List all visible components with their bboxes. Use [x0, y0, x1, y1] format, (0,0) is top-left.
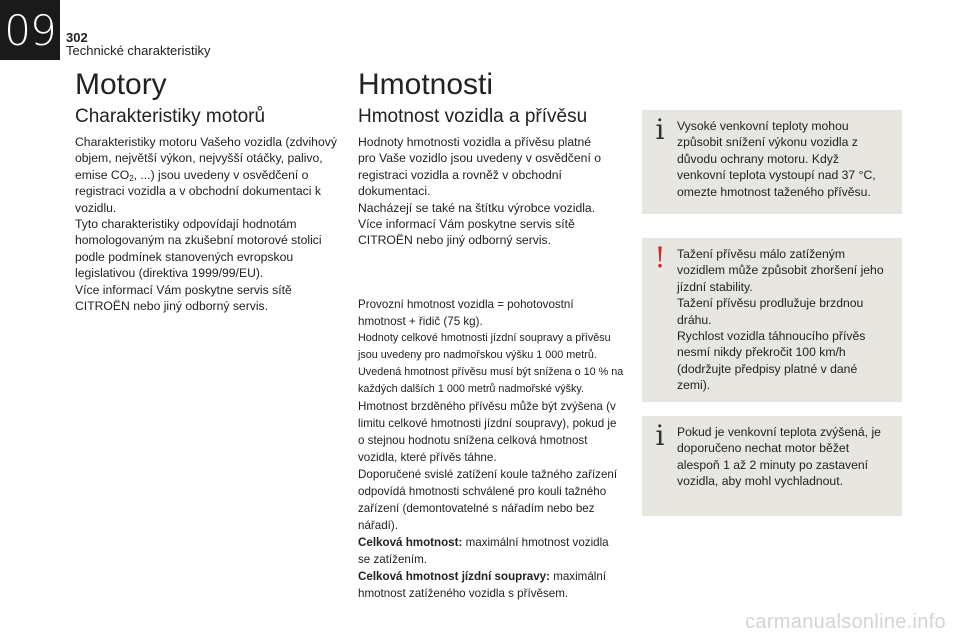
info-note-cooling-text: Pokud je venkovní teplota zvýšená, je doporučeno nechat motor běžet alespoň 1 až 2 minuty po zastavení vozidla, aby mohl vychladnout. [677, 425, 881, 489]
weights-para-3: Více informací Vám poskytne servis sítě CITROËN nebo jiný odborný servis. [358, 217, 575, 248]
engines-para-2: Tyto charakteristiky odpovídají hodnotám homologovaným na zkušební motorové stolici podle podmínek stanovených evropskou legislativou (direktiva 1999/99/EU). [75, 217, 322, 281]
watermark: carmanualsonline.info [745, 611, 946, 633]
definition-train-weight: Celková hmotnost jízdní soupravy: maximální hmotnost zatíženého vozidla s přívěsem. [358, 570, 607, 600]
definition-gross-weight: Celková hmotnost: maximální hmotnost vozidla se zatížením. [358, 536, 609, 566]
info-note-cooling [642, 416, 902, 516]
warning-note-trailer [642, 238, 902, 402]
info-note-temperature [642, 110, 902, 214]
page-number: 302 [66, 30, 88, 45]
weights-para-2: Nacházejí se také na štítku výrobce vozidla. [358, 200, 596, 215]
info-icon: i [655, 419, 665, 452]
weights-detail-4: Doporučené svislé zatížení koule tažného zařízení odpovídá hmotnosti schválené pro kouli tažného zařízení (demontovatelné s nářadím nebo bez nářadí). [358, 468, 618, 532]
weights-para-1: Hodnoty hmotnosti vozidla a přívěsu platné pro Vaše vozidlo jsou uvedeny v osvědčení o registraci vozidla a rovněž v obchodní dokumentaci. [358, 135, 601, 199]
weights-title: Hmotnosti [358, 68, 494, 101]
weights-detail-1: Provozní hmotnost vozidla = pohotovostní hmotnost + řidič (75 kg). [358, 298, 574, 328]
engines-title: Motory [75, 68, 167, 101]
engines-para-1: Charakteristiky motoru Vašeho vozidla (zdvihový objem, největší výkon, nejvyšší otáčky, palivo, emise $CO_2$, ...) jsou uvedeny v osvědčení o registraci vozidla a v obchodní dokumentaci k vozidlu. [75, 135, 337, 215]
weights-details [358, 296, 624, 602]
warning-note-trailer-text: Tažení přívěsu málo zatíženým vozidlem může způsobit zhoršení jeho jízdní stability. Tažení přívěsu prodlužuje brzdnou dráhu. Rychlost vozidla táhnoucího přívěs nesmí nikdy překročit 100 km/h (dodržujte předpisy platné v dané zemi). [677, 247, 884, 393]
engines-text [75, 134, 345, 314]
weights-text [358, 134, 608, 249]
engines-para-3: Více informací Vám poskytne servis sítě CITROËN nebo jiný odborný servis. [75, 282, 292, 314]
weights-detail-2: Hodnoty celkové hmotnosti jízdní soupravy a přívěsu jsou uvedeny pro nadmořskou výšku 1 000 metrů. Uvedená hmotnost přívěsu musí být snížena o 10 % na každých dalších 1 000 metrů nadmořské výšky. [358, 332, 624, 395]
warning-icon: ! [654, 241, 666, 274]
engines-subtitle: Charakteristiky motorů [75, 106, 266, 127]
weights-subtitle: Hmotnost vozidla a přívěsu [358, 106, 588, 127]
info-note-temperature-text: Vysoké venkovní teploty mohou způsobit snížení výkonu vozidla z důvodu ochrany motoru. Když venkovní teplota vystoupí nad 37 °C, omezte hmotnost taženého přívěsu. [677, 119, 876, 199]
weights-detail-3: Hmotnost brzděného přívěsu může být zvýšena (v limitu celkové hmotnosti jízdní soupravy), pokud je o stejnou hodnotu snížena celková hmotnost vozidla, které přívěs táhne. [358, 400, 617, 464]
section-header: Technické charakteristiky [66, 43, 211, 58]
info-icon: i [655, 113, 665, 146]
chapter-tab: 09 [0, 0, 60, 60]
